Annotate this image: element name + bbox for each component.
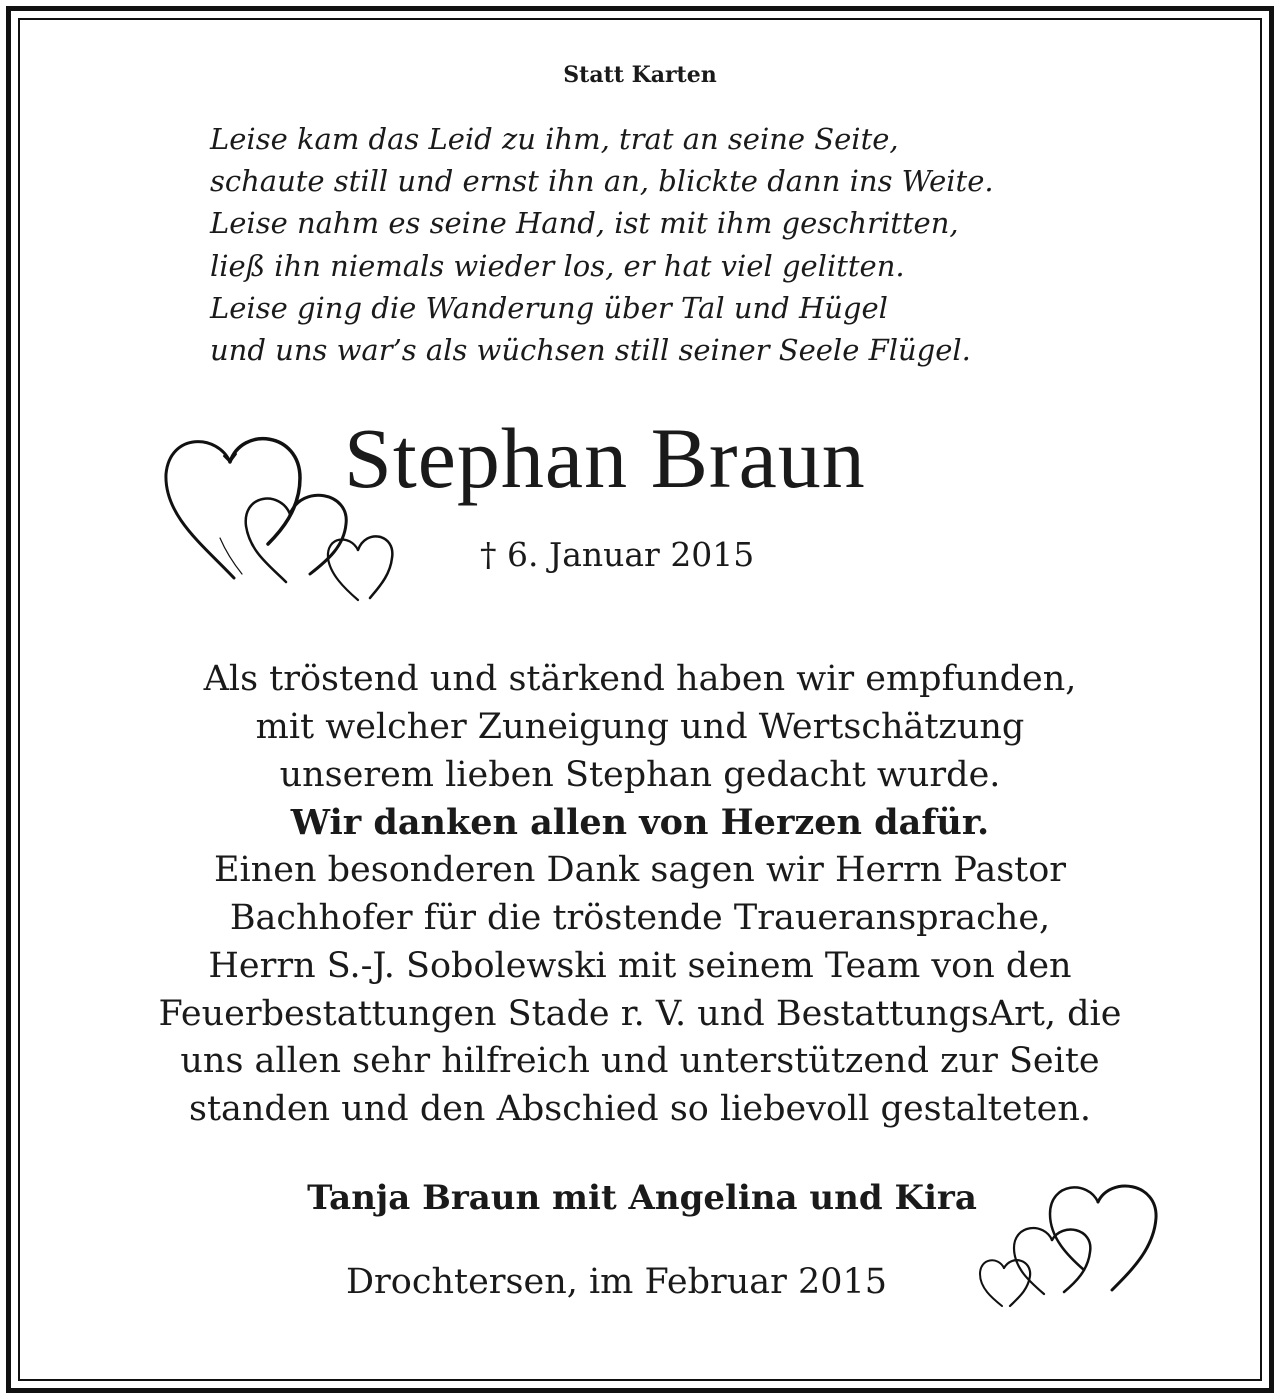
- poem-line: Leise kam das Leid zu ihm, trat an seine Seite,: [210, 122, 899, 156]
- body-line: Feuerbestattungen Stade r. V. und BestattungsArt, die: [158, 993, 1122, 1034]
- notice-header: Statt Karten: [563, 62, 717, 88]
- hearts-icon: [972, 1178, 1172, 1318]
- body-line: Als tröstend und stärkend haben wir empfunden,: [203, 659, 1077, 699]
- body-line: Herrn S.-J. Sobolewski mit seinem Team von den: [208, 945, 1072, 986]
- body-line: unserem lieben Stephan gedacht wurde.: [279, 754, 1001, 795]
- thank-you-text: [40, 656, 1240, 1134]
- body-line-emphasis: Wir danken allen von Herzen dafür.: [290, 802, 990, 844]
- poem-line: und uns war’s als wüchsen still seiner Seele Flügel.: [210, 333, 971, 368]
- poem: [210, 118, 1170, 371]
- poem-line: Leise ging die Wanderung über Tal und Hügel: [210, 290, 888, 325]
- poem-line: ließ ihn niemals wieder los, er hat viel gelitten.: [210, 248, 905, 283]
- body-line: Bachhofer für die tröstende Traueransprache,: [229, 897, 1051, 938]
- body-line: standen und den Abschied so liebevoll gestalteten.: [188, 1089, 1091, 1130]
- poem-line: Leise nahm es seine Hand, ist mit ihm geschritten,: [210, 206, 959, 241]
- place-and-date: Drochtersen, im Februar 2015: [346, 1262, 888, 1302]
- deceased-name: Stephan Braun: [344, 410, 866, 506]
- body-line: mit welcher Zuneigung und Wertschätzung: [255, 706, 1025, 747]
- death-date: † 6. Januar 2015: [480, 535, 755, 574]
- body-line: uns allen sehr hilfreich und unterstützend zur Seite: [180, 1041, 1100, 1082]
- poem-line: schaute still und ernst ihn an, blickte dann ins Weite.: [210, 164, 994, 199]
- body-line: Einen besonderen Dank sagen wir Herrn Pastor: [213, 850, 1067, 891]
- signature-text: Tanja Braun mit Angelina und Kira: [307, 1178, 977, 1218]
